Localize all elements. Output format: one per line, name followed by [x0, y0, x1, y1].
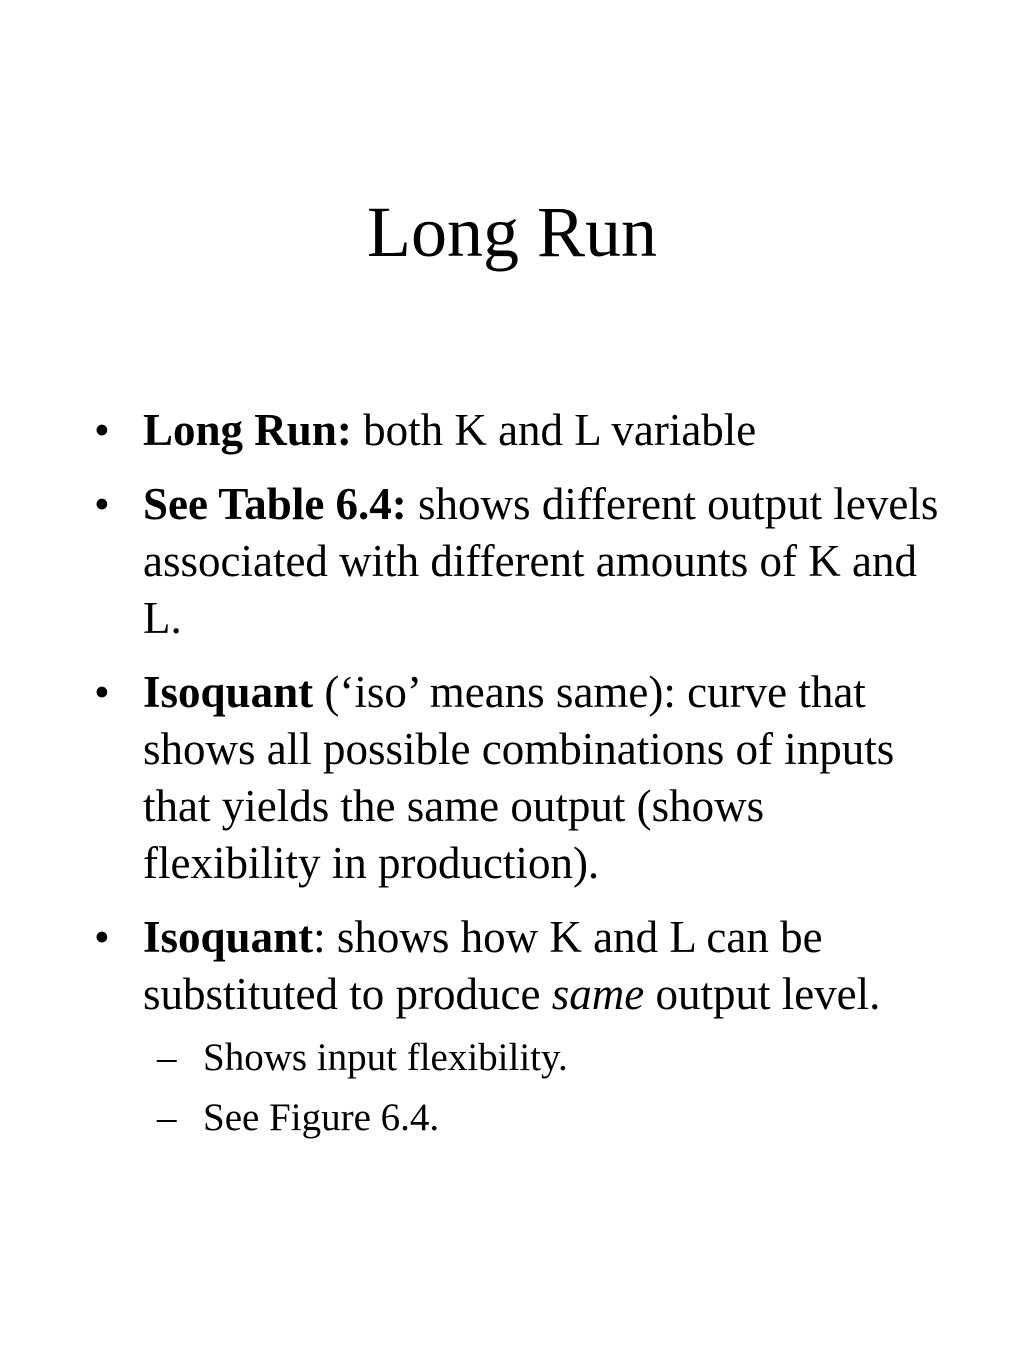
bullet-item-isoquant-substitution — [0, 909, 943, 1023]
bullet-text: both K and L variable — [351, 405, 757, 455]
bullet-marker: • — [94, 405, 110, 455]
bullet-item-see-table — [0, 476, 943, 647]
bullet-term: Isoquant — [143, 912, 314, 962]
sub-bullet-marker: – — [157, 1036, 177, 1079]
bullet-marker: • — [94, 479, 110, 529]
bullet-emphasis: same — [551, 969, 645, 1019]
sub-bullet-see-figure — [0, 1093, 963, 1143]
bullet-text: : shows how K and L can be substituted to produce — [143, 912, 823, 1019]
bullet-item-long-run — [0, 402, 943, 459]
bullet-text: (‘iso’ means same): curve that shows all possible combinations of inputs that yields the same output (shows flexibility in production). — [143, 667, 895, 888]
slide-title: Long Run — [366, 192, 657, 272]
bullet-text: shows different output levels associated with different amounts of K and L. — [143, 479, 939, 643]
bullet-list — [0, 402, 1024, 1143]
bullet-term: Isoquant — [143, 667, 314, 717]
sub-bullet-input-flexibility — [0, 1033, 963, 1083]
bullet-term: Long Run: — [143, 405, 352, 455]
bullet-item-isoquant-definition — [0, 664, 943, 892]
bullet-text-end: output level. — [644, 969, 881, 1019]
bullet-marker: • — [94, 912, 110, 962]
sub-bullet-marker: – — [157, 1096, 177, 1139]
bullet-term: See Table 6.4: — [143, 479, 407, 529]
sub-bullet-text: See Figure 6.4. — [203, 1096, 440, 1139]
bullet-marker: • — [94, 667, 110, 717]
sub-bullet-text: Shows input flexibility. — [203, 1036, 568, 1079]
